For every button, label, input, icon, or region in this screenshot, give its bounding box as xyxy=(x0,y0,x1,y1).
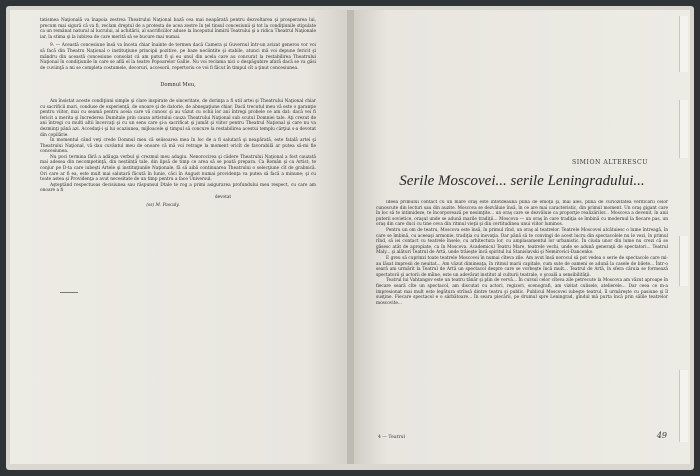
right-page xyxy=(354,10,690,464)
article-author: SIMION ALTERESCU xyxy=(572,159,648,166)
page-tab xyxy=(679,236,688,286)
page-footer-label: 4 — Teatrul xyxy=(378,435,406,440)
divider xyxy=(60,292,78,293)
signature: (ss) M. Pascaly. xyxy=(146,202,180,208)
page-number: 49 xyxy=(656,431,667,440)
text-paragraph: Teatrul lui Vahtangov este un teatru tânăr şi plin de vervă... În cursul celor cîteva zile petrecute la Moscova am văzut aproape în fiecare seară cîte un spectacol, am discutat cu actori, regizori, scenografi, am vizitat culisele, atelierele... Dar ceea ce m-a impresionat mai mult este legătura strînsă dintre teatru şi public. Publicul Moscovei iubeşte teatrul, îl urmăreşte cu pasiune şi îl susţine. Fiecare spectacol e o sărbătoare... În seara plecării, pe drumul spre Leningrad, gîndul mă purta încă prin sălile teatrelor moscovite... xyxy=(376,278,668,306)
right-page-body xyxy=(376,200,668,428)
letter-heading: Domnul Meu, xyxy=(160,82,196,89)
article-title: Serile Moscovei... serile Leningradului... xyxy=(399,173,645,189)
left-page xyxy=(10,10,347,464)
book-gutter xyxy=(347,10,354,464)
text-paragraph: Pentru un om de teatru, Moscova este însă, în primul rînd, un oraş al teatrelor. Teatrele Moscovei alcătuiesc o lume întreagă, în care se îmbină, cu aceeaşi armonie, tradiţia cu inovaţia. Dar până să te convingi de acest lucru din spectacolele nu le vezi, în primul rînd, să iei contact cu teatrele însele, cu arhitectura lor, cu amplasamentul lor urbanistic. În ciuda unor din lume nu crezi că se găsesc atât de apropiate, ca în Moscova. Academicul Teatru Mare, teatrele vechi, unde se adună generaţii de spectatori... Teatrul Maly... şi alături Teatrul de Artă, unde trăieşte încă spiritul lui Stanislavski şi Nemirovici-Dancenko. xyxy=(376,227,668,256)
text-paragraph: tatismea Naţională va înapoia zestrea Theatrului Naţional bază cea mai neapărată pentru dezvoltarea şi prosperarea lui, precum mai sigură că va fi, reclam dreptul de a protesta de acea zestre în ţel tinsul concesiunii şi tot la condiţiunile stipulate ca un remănat natural al lucrului, al achitării, al sacrificiilor aduse la începutul înmirii Teatrului şi a ridica Theatrul Naţionale iar, la stima şi la iubirea de care merită să se bucure mai numai. xyxy=(40,18,316,40)
text-paragraph: Am însistat aceste condiţiuni simple şi clare inspirate de sinceritate, de dorinţa a fi util artei şi Theatrului Naţional chiar cu sacrificii mari, conduse de experienţă, de onoare şi de datorie, de abnegaţiune chiar. Dacă trecutul meu vă este o garanţie pentru viitor, mai cu seamă pentru aceia care vă cunosc şi au văzut cu ochii lor ani întregi probele ce am dat: dacă vei fi fericit a merita şi încrederea Dumitale prin cauza artistului cauza Theatrului Naţional sub scutul Domniei tale. Aţi crezut de ani întregi cu multi altii încercaţi şi cu un sens care şi-a sacrificat şi jumăt şi viitor pentru Theatrul Naţional şi care nu va dezminţi până azi. Accedaţi-i şi lui ocaziunea, mijloacele şi timpul să concure la restabilirea acestui templu cărţiui s-a devotat din copilărie. xyxy=(40,98,316,138)
open-book xyxy=(6,6,694,470)
page-tab xyxy=(679,16,688,72)
left-page-body xyxy=(40,18,316,208)
closing-line: devotat xyxy=(214,195,232,201)
page-tab xyxy=(679,100,688,158)
text-paragraph: Nu poci termina fără a adăuga verbul şi crezmul meu adagiu. Nenorocirea şi cădere Theatrului Naţional a fost cauzată mai adesea din necompetinţă, din neștiință tale, din lipsă de timp ce area să se poată prepara. Ca Român şi ca Artist, te conjur pe D-ta care iubeşti Artele şi instituţiunile Naţionale, fă să aibă continuarea Theatrului o selecţiune cît de grabnică. Ori care ar fi ea, este mult mai salutară făcută în Iunie, căci în August numai providenţa va putea să facă a minune; şi cu toate astea şi Providenţa a avut necesitate de un timp pentru a face Universul. xyxy=(40,154,316,183)
page-tab xyxy=(679,370,688,442)
text-paragraph: 9. — Această concesiune însă va înceta chiar înainte de termen dacă Camera şi Guvernul într-un avizat generos vor voi să facă din Theatru Naţional o instituţiune principii pozitive, pe baze neclintite şi stabile, atunci mă voi depune fericit şi mândru din această concesiune consolat că am putut fi şi eu unul din acela care au concurat la restabilirea Theatrului Naţional în condiţiunile în care se află el la teatre Popoarelor Gallie. Nu voi reclama nici o despăgubire afară dacă se va găsi de cuviinţă a mi se completa costumele, decoruri, accesorii, repertoriu ce voi fi făcut în timpul cît a ţinut concesiunea. xyxy=(40,43,316,71)
text-paragraph: În momentul când veţi crede Domnul meu că seiisoarea mea în loc de a fi salutară şi neapărată, este fatală artei şi Theatrului Naţional, vă dau cuvântul meu de onoare că mă voi retrage la moment oricît de favorabilă ar putea să-mi fie concesiunea. xyxy=(40,138,316,155)
text-paragraph: Aşteptând respectuoas decisiunea sau răspunsul Dtale te rog a primi asigurarea profundului meu respect, cu care am onoare a fi xyxy=(40,182,316,194)
text-paragraph: E greu să cuprinzi toate teatrele Moscovei în numai cîteva zile. Am avut însă norocul să pot vedea o serie de spectacole care mi-au lăsat impresii de neuitat... Am văzut dimineaţa, în ritmul marii capitale, cum sute de oameni se adună la casele de bilete... Într-o seară am urmărit la Teatrul de Artă un spectacol despre care se vorbeşte încă mult... Teatrul de Artă, în sfera căruia se formează spectatorii şi actorii de mîine, este un adevărat institut al culturii teatrale, o şcoală a sensibilităţii. xyxy=(376,255,668,278)
text-paragraph: Ideea primului contact cu un mare oraş este întotdeauna plină de emoţii şi, mai ales, plină de curiozitatea verificării celor cunoscute din lecturi sau din auzite. Moscova se dezvăluie însă, în ce are mai caracteristic, din primul moment. Un oraş gigant care în loc să te intimideze, te încorporează pe nesimţite... un oraş care se dezvăluie ca proporţie realizărilor... Moscova a devenit, în anii puterii sovietice, oraşul unde se adună marile tradiţii... Moscova — un oraş în care tradiţia se îmbină cu modernul la fiecare pas, un oraş din care duci cu tine ceva din ritmul vieţii şi din certitudinea unui viitor luminos. xyxy=(376,200,668,228)
